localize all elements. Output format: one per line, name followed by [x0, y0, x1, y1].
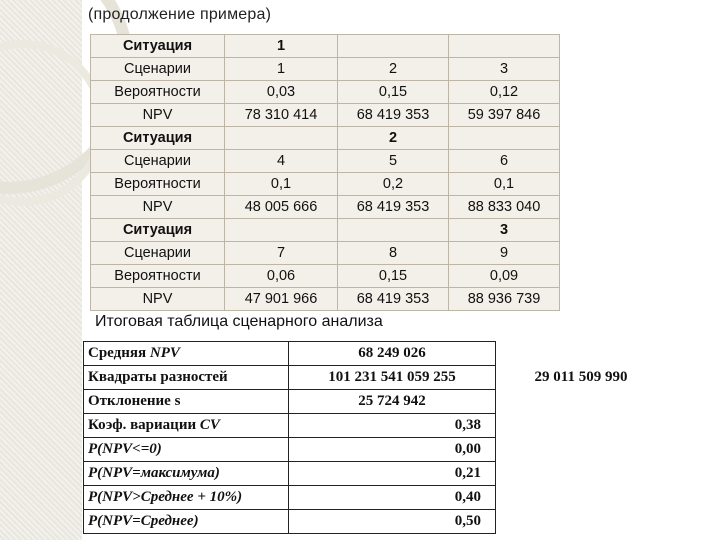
- scenario-row: [91, 35, 560, 58]
- scenario-cell-c2: 2: [338, 58, 449, 81]
- scenario-cell-c2: 8: [338, 242, 449, 265]
- scenario-cell-c1: [225, 219, 338, 242]
- scenario-cell-c2: 0,15: [338, 81, 449, 104]
- scenario-row-label: NPV: [91, 104, 225, 127]
- scenario-cell-c2: 2: [338, 127, 449, 150]
- summary-table: [83, 341, 667, 534]
- summary-row: [84, 366, 667, 390]
- scenario-row-label: Сценарии: [91, 242, 225, 265]
- summary-row: [84, 342, 667, 366]
- metric-name-text: Отклонение s: [88, 393, 181, 409]
- scenario-row-label: Сценарии: [91, 150, 225, 173]
- scenario-cell-c3: 3: [449, 219, 560, 242]
- summary-title: Итоговая таблица сценарного анализа: [95, 313, 383, 330]
- metric-name-text: Средняя: [88, 345, 150, 361]
- scenario-cell-c3: 0,09: [449, 265, 560, 288]
- scenario-row-label: Ситуация: [91, 127, 225, 150]
- scenario-cell-c3: 88 833 040: [449, 196, 560, 219]
- summary-metric-name: [84, 462, 289, 486]
- scenario-cell-c3: [449, 127, 560, 150]
- scenario-row-label: Вероятности: [91, 265, 225, 288]
- summary-metric-name: [84, 342, 289, 366]
- scenario-cell-c2: 0,2: [338, 173, 449, 196]
- summary-metric-value: 0,50: [289, 510, 496, 534]
- scenario-row: [91, 104, 560, 127]
- scenario-cell-c1: 78 310 414: [225, 104, 338, 127]
- summary-extra-value: [496, 438, 667, 462]
- scenario-row: [91, 127, 560, 150]
- scenario-cell-c1: 0,06: [225, 265, 338, 288]
- summary-extra-value: [496, 414, 667, 438]
- scenario-cell-c1: 7: [225, 242, 338, 265]
- scenario-cell-c3: 59 397 846: [449, 104, 560, 127]
- summary-metric-value: 0,38: [289, 414, 496, 438]
- summary-extra-value: [496, 342, 667, 366]
- scenario-row: [91, 150, 560, 173]
- scenario-cell-c2: 68 419 353: [338, 288, 449, 311]
- summary-row: [84, 414, 667, 438]
- metric-name-italic: NPV: [149, 345, 180, 361]
- scenario-row: [91, 265, 560, 288]
- scenario-row: [91, 81, 560, 104]
- scenario-cell-c2: [338, 219, 449, 242]
- summary-metric-name: [84, 438, 289, 462]
- summary-metric-name: [84, 414, 289, 438]
- metric-name-italic: P(NPV=максимума): [88, 465, 220, 481]
- summary-metric-value: 101 231 541 059 255: [289, 366, 496, 390]
- summary-row: [84, 510, 667, 534]
- scenario-cell-c1: 48 005 666: [225, 196, 338, 219]
- metric-name-italic: P(NPV>Среднее + 10%): [88, 489, 243, 505]
- page-heading: (продолжение примера): [88, 6, 272, 23]
- scenario-row-label: Ситуация: [91, 35, 225, 58]
- summary-metric-value: 68 249 026: [289, 342, 496, 366]
- scenario-row-label: Ситуация: [91, 219, 225, 242]
- scenario-cell-c1: 1: [225, 58, 338, 81]
- metric-name-text: Квадраты разностей: [88, 369, 228, 385]
- scenario-row-label: Вероятности: [91, 81, 225, 104]
- scenario-cell-c2: 5: [338, 150, 449, 173]
- summary-metric-value: 0,00: [289, 438, 496, 462]
- scenario-row-label: Сценарии: [91, 58, 225, 81]
- scenario-cell-c1: 47 901 966: [225, 288, 338, 311]
- scenario-table: [90, 34, 560, 311]
- summary-metric-value: 0,21: [289, 462, 496, 486]
- metric-name-text: Коэф. вариации: [88, 417, 200, 433]
- scenario-cell-c2: 68 419 353: [338, 104, 449, 127]
- scenario-cell-c3: 3: [449, 58, 560, 81]
- summary-extra-value: [496, 462, 667, 486]
- scenario-row: [91, 173, 560, 196]
- metric-name-italic: P(NPV<=0): [88, 441, 162, 457]
- summary-metric-name: [84, 366, 289, 390]
- scenario-cell-c3: 9: [449, 242, 560, 265]
- metric-name-italic: CV: [199, 417, 220, 433]
- summary-row: [84, 390, 667, 414]
- scenario-row: [91, 58, 560, 81]
- scenario-row: [91, 196, 560, 219]
- scenario-cell-c3: 0,12: [449, 81, 560, 104]
- scenario-row-label: Вероятности: [91, 173, 225, 196]
- scenario-row-label: NPV: [91, 196, 225, 219]
- scenario-row-label: NPV: [91, 288, 225, 311]
- summary-row: [84, 462, 667, 486]
- scenario-cell-c1: 0,1: [225, 173, 338, 196]
- summary-extra-value: [496, 390, 667, 414]
- scenario-cell-c2: 0,15: [338, 265, 449, 288]
- scenario-cell-c2: [338, 35, 449, 58]
- scenario-cell-c1: 0,03: [225, 81, 338, 104]
- summary-extra-value: [496, 486, 667, 510]
- scenario-cell-c2: 68 419 353: [338, 196, 449, 219]
- scenario-cell-c3: 0,1: [449, 173, 560, 196]
- scenario-row: [91, 242, 560, 265]
- summary-row: [84, 486, 667, 510]
- scenario-cell-c1: 1: [225, 35, 338, 58]
- scenario-cell-c1: 4: [225, 150, 338, 173]
- summary-extra-value: 29 011 509 990: [534, 369, 628, 385]
- summary-metric-name: [84, 390, 289, 414]
- summary-row: [84, 438, 667, 462]
- scenario-row: [91, 288, 560, 311]
- summary-extra-value: [496, 510, 667, 534]
- scenario-cell-c3: 88 936 739: [449, 288, 560, 311]
- summary-metric-name: [84, 510, 289, 534]
- scenario-cell-c3: 6: [449, 150, 560, 173]
- scenario-row: [91, 219, 560, 242]
- summary-metric-value: 0,40: [289, 486, 496, 510]
- summary-metric-value: 25 724 942: [289, 390, 496, 414]
- scenario-cell-c3: [449, 35, 560, 58]
- metric-name-italic: P(NPV=Среднее): [88, 513, 199, 529]
- scenario-cell-c1: [225, 127, 338, 150]
- summary-metric-name: [84, 486, 289, 510]
